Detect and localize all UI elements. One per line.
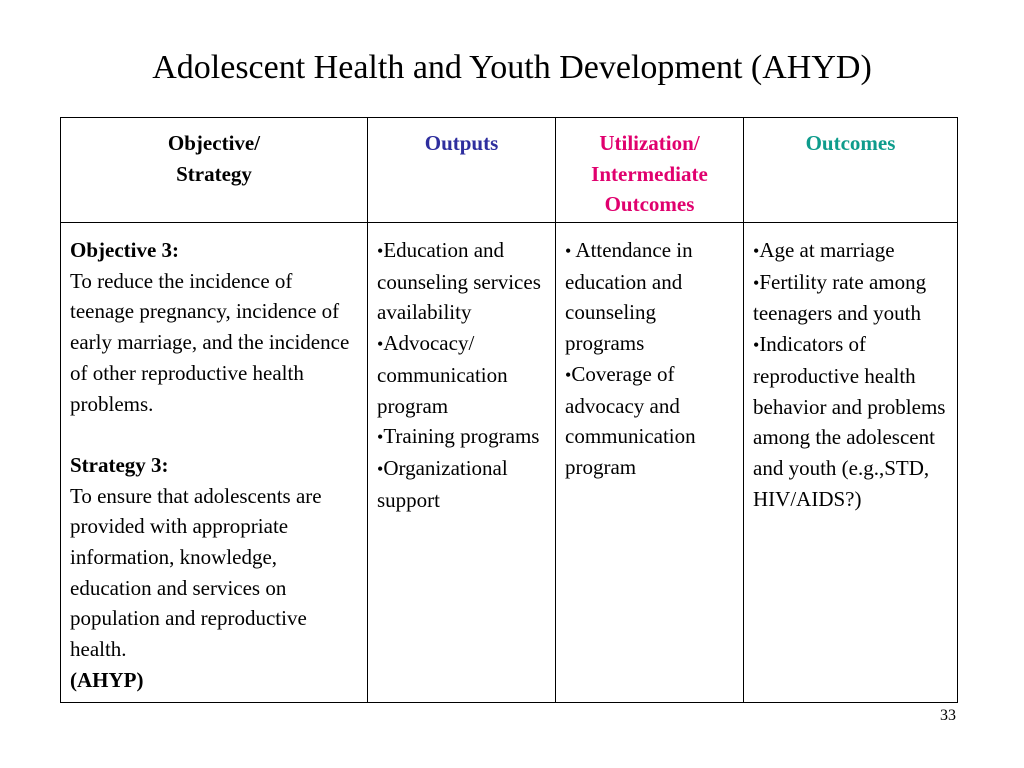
list-item [565,359,734,483]
ahyd-table [60,117,958,703]
list-item-text: Age at marriage [759,238,895,262]
paragraph-spacer [70,419,358,450]
bullet-icon: • [377,241,384,261]
header-utilization [556,118,744,223]
header-objective-line2: Strategy [176,161,252,186]
header-objective-line1: Objective/ [167,131,261,155]
header-objective-strategy [61,118,368,223]
list-item [377,328,546,421]
bullet-icon: • [565,364,572,385]
list-item-text: Attendance in education and counseling programs [565,238,693,356]
header-utilization-line2: Intermediate [591,161,708,186]
strategy-suffix: (AHYP) [70,667,144,692]
list-item [377,235,546,328]
objective-text: To reduce the incidence of teenage pregnancy, incidence of early marriage, and the incidence of other reproductive health problems. [70,268,350,416]
list-item-text: Organizational support [377,455,508,512]
list-item-text: Advocacy/ communication program [377,331,508,418]
cell-utilization [556,223,744,703]
cell-outcomes [744,223,958,703]
outcomes-list [753,235,948,514]
list-item [377,453,546,515]
header-utilization-line1: Utilization/ [599,131,700,155]
table-row [61,223,958,703]
list-item [565,235,734,359]
table-header-row [61,118,958,223]
bullet-icon: • [753,241,760,261]
objective-label: Objective 3: [70,238,180,262]
cell-objective-strategy [61,223,368,703]
header-outputs-label: Outputs [424,131,499,155]
bullet-icon: • [753,272,760,293]
header-outputs [368,118,556,223]
header-outcomes-label: Outcomes [805,131,896,155]
slide-title: Adolescent Health and Youth Development (AHYD) [152,49,872,86]
list-item-text: Education and counseling services availability [377,238,541,325]
list-item-text: Training programs [383,424,540,449]
list-item-text: Fertility rate among teenagers and youth [753,269,927,326]
utilization-list [565,235,734,483]
bullet-icon: • [377,427,384,448]
bullet-icon: • [565,241,572,261]
list-item-text: Coverage of advocacy and communication program [565,361,696,479]
bullet-icon: • [377,458,384,479]
list-item [753,267,948,329]
strategy-label: Strategy 3: [70,452,169,477]
page-number: 33 [940,707,956,724]
list-item [753,329,948,514]
header-outcomes [744,118,958,223]
list-item [377,421,546,453]
bullet-icon: • [753,335,760,356]
cell-outputs [368,223,556,703]
outputs-list [377,235,546,515]
list-item-text: Indicators of reproductive health behavior and problems among the adolescent and youth (e.g.,STD, HIV/AIDS?) [753,332,946,511]
bullet-icon: • [377,334,384,355]
header-utilization-line3: Outcomes [604,192,695,217]
strategy-text: To ensure that adolescents are provided with appropriate information, knowledge, education and services on population and reproductive health. [70,483,322,662]
list-item [753,235,948,267]
